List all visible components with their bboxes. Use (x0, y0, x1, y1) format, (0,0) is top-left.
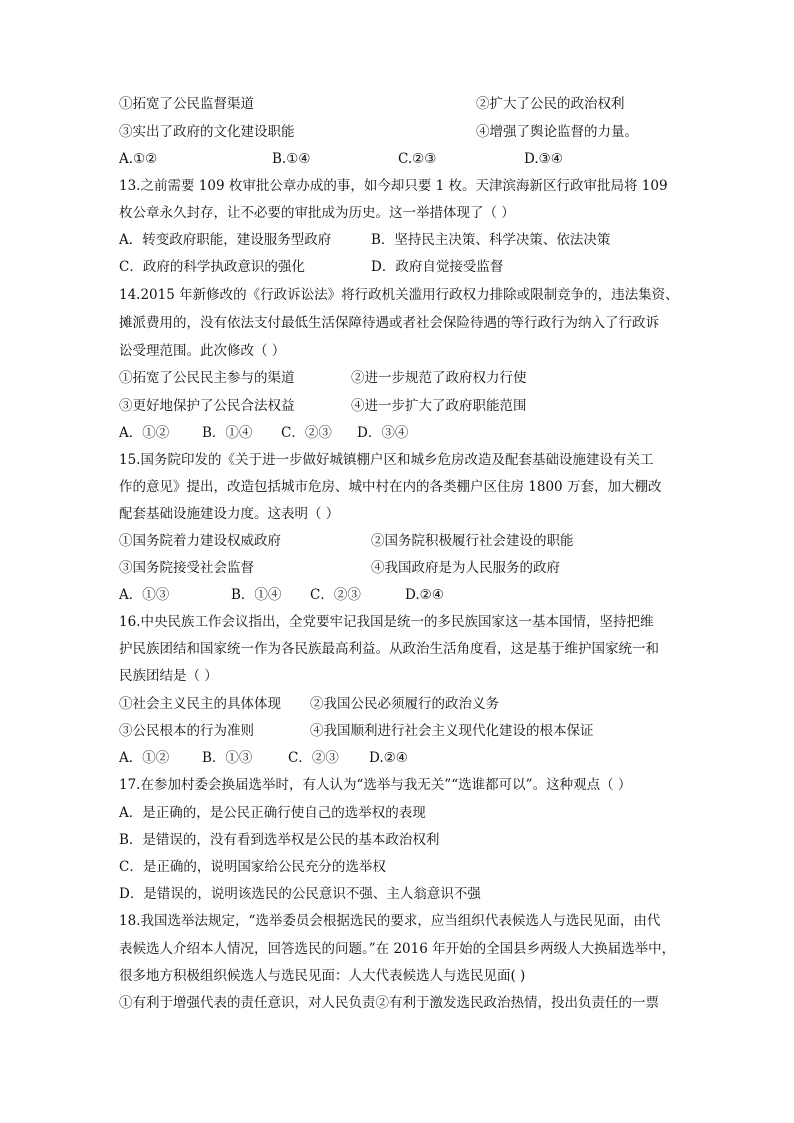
q17-option-c: C．是正确的，说明国家给公民充分的选举权 (119, 859, 386, 875)
q18-stem-line-3: 很多地方积极组织候选人与选民见面：人大代表候选人与选民见面( ) (119, 968, 526, 984)
q14-option-2: ②进一步规范了政府权力行使 (351, 370, 527, 386)
q15-option-3: ③国务院接受社会监督 (119, 560, 254, 576)
q12-option-1: ①拓宽了公民监督渠道 (119, 96, 254, 112)
q14-choice-b: B．①④ (202, 425, 253, 441)
q17-option-b: B．是错误的，没有看到选举权是公民的基本政治权利 (119, 832, 440, 848)
q12-choice-c: C.②③ (398, 151, 437, 167)
q15-option-2: ②国务院积极履行社会建设的职能 (371, 533, 574, 549)
q15-stem-line-1: 15.国务院印发的《关于进一步做好城镇棚户区和城乡危房改造及配套基础设施建设有关工 (119, 452, 654, 468)
q15-choice-c: C．②③ (310, 587, 361, 603)
q18-stem-line-1: 18.我国选举法规定，“选举委员会根据选民的要求，应当组织代表候选人与选民见面，由代 (119, 913, 661, 929)
q15-choice-a: A．①③ (119, 587, 170, 603)
q16-option-1: ①社会主义民主的具体体现 (119, 696, 281, 712)
q14-option-4: ④进一步扩大了政府职能范围 (351, 398, 527, 414)
q18-options-line: ①有利于增强代表的责任意识，对人民负责②有利于激发选民政治热情，投出负责任的一票 (119, 995, 659, 1011)
q16-choice-b: B．①③ (202, 750, 253, 766)
q16-choice-c: C．②③ (288, 750, 339, 766)
q17-stem-line-1: 17.在参加村委会换届选举时，有人认为“选举与我无关”“选谁都可以”。这种观点（ ） (119, 777, 632, 793)
q13-option-b: B．坚持民主决策、科学决策、依法决策 (371, 232, 611, 248)
q12-option-2: ②扩大了公民的政治权利 (476, 96, 625, 112)
q13-option-c: C．政府的科学执政意识的强化 (119, 259, 305, 275)
q15-choice-b: B．①④ (231, 587, 282, 603)
q14-option-3: ③更好地保护了公民合法权益 (119, 398, 295, 414)
q17-option-a: A．是正确的，是公民正确行使自己的选举权的表现 (119, 805, 426, 821)
q13-stem-line-1: 13.之前需要 109 枚审批公章办成的事，如今却只要 1 枚。天津滨海新区行政审批局将 109 (119, 178, 668, 194)
q12-option-4: ④增强了舆论监督的力量。 (476, 124, 638, 140)
q15-stem-line-3: 配套基础设施建设力度。这表明（ ） (119, 506, 340, 522)
q14-choice-a: A．①② (119, 425, 170, 441)
q14-stem-line-2: 摊派费用的，没有依法支付最低生活保障待遇或者社会保险待遇的等行政行为纳入了行政诉 (119, 315, 659, 331)
q13-option-a: A．转变政府职能，建设服务型政府 (119, 232, 332, 248)
q15-choice-d: D.②④ (405, 587, 444, 603)
q15-option-1: ①国务院着力建设权威政府 (119, 533, 281, 549)
q13-option-d: D．政府自觉接受监督 (371, 259, 504, 275)
q14-option-1: ①拓宽了公民民主参与的渠道 (119, 370, 295, 386)
q15-option-4: ④我国政府是为人民服务的政府 (371, 560, 560, 576)
q16-choice-d: D.②④ (369, 750, 408, 766)
q14-stem-line-1: 14.2015 年新修改的《行政诉讼法》将行政机关滥用行政权力排除或限制竞争的，违法集资、 (119, 287, 679, 303)
q16-option-2: ②我国公民必须履行的政治义务 (310, 696, 499, 712)
q15-stem-line-2: 作的意见》提出，改造包括城市危房、城中村在内的各类棚户区住房 1800 万套，加大棚改 (119, 479, 662, 495)
q16-choice-a: A．①② (119, 750, 170, 766)
q16-stem-line-2: 护民族团结和国家统一作为各民族最高利益。从政治生活角度看，这是基于维护国家统一和 (119, 641, 659, 657)
q13-stem-line-2: 枚公章永久封存，让不必要的审批成为历史。这一举措体现了（ ） (119, 205, 515, 221)
q14-choice-d: D．③④ (357, 425, 409, 441)
q16-stem-line-1: 16.中央民族工作会议指出，全党要牢记我国是统一的多民族国家这一基本国情，坚持把维 (119, 614, 654, 630)
q14-stem-line-3: 讼受理范围。此次修改（ ） (119, 343, 286, 359)
q16-option-3: ③公民根本的行为准则 (119, 723, 254, 739)
q12-option-3: ③实出了政府的文化建设职能 (119, 124, 295, 140)
q16-option-4: ④我国顺利进行社会主义现代化建设的根本保证 (310, 723, 594, 739)
q12-choice-d: D.③④ (524, 151, 563, 167)
q18-stem-line-2: 表候选人介绍本人情况，回答选民的问题。”在 2016 年开始的全国县乡两级人大换届选举中， (119, 941, 676, 957)
q14-choice-c: C．②③ (281, 425, 332, 441)
q12-choice-a: A.①② (119, 151, 158, 167)
q16-stem-line-3: 民族团结是（ ） (119, 668, 218, 684)
q12-choice-b: B.①④ (272, 151, 311, 167)
q17-option-d: D．是错误的，说明该选民的公民意识不强、主人翁意识不强 (119, 886, 481, 902)
